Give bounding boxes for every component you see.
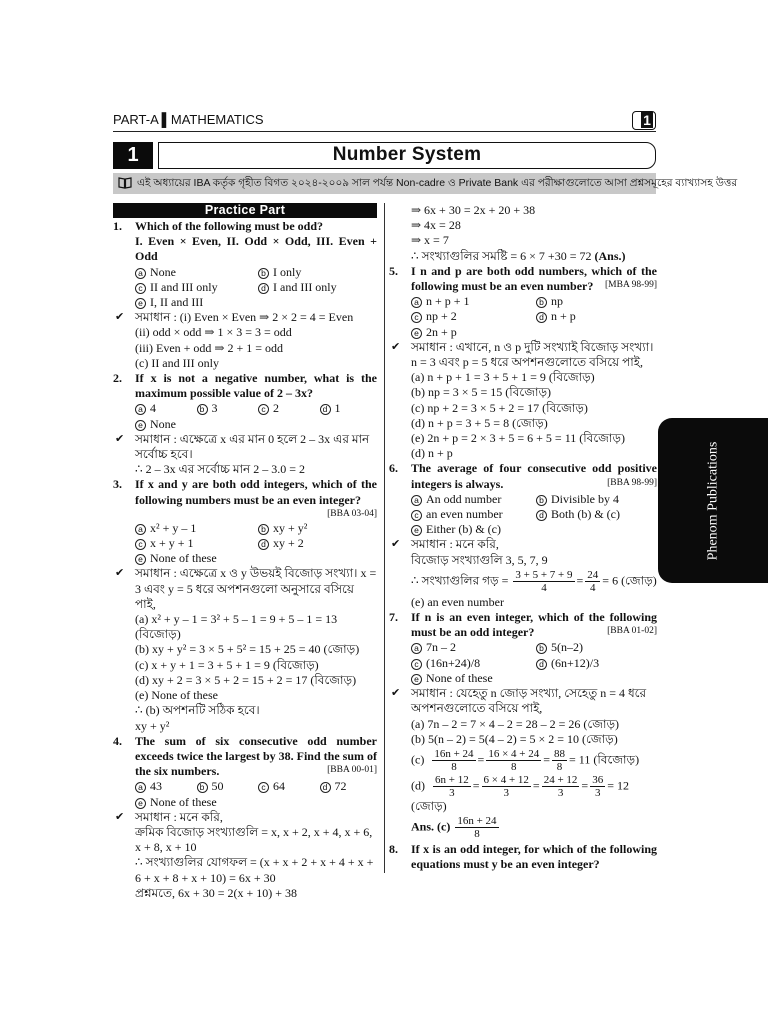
- option-b: [197, 401, 255, 416]
- option-text: 3: [211, 401, 218, 416]
- options: [389, 492, 657, 538]
- question-5: [389, 264, 657, 294]
- option-text: x² + y – 1: [150, 520, 197, 535]
- option-text: None of these: [426, 670, 493, 685]
- option-text: None: [150, 416, 176, 431]
- option-letter: e: [411, 525, 422, 536]
- solution-line: সমাধান : মনে করি,: [411, 537, 499, 552]
- solution: [113, 810, 377, 901]
- question-subtext: I. Even × Even, II. Odd × Odd, III. Even + Odd: [135, 234, 377, 264]
- option-letter: c: [135, 539, 146, 550]
- question-number: 3.: [113, 477, 122, 492]
- option-letter: d: [320, 404, 331, 415]
- question-text: If x is an odd integer, for which of the following equations must y be an even integer?: [411, 842, 657, 872]
- question-source: [BBA 98-99]: [607, 477, 657, 488]
- chapter-title: Number System: [158, 142, 656, 169]
- solution-line: সমাধান : এক্ষেত্রে x এর মান 0 হলে 2 – 3x এর মান সর্বোচ্চ হবে।: [135, 431, 370, 462]
- solution-line: ∴ সংখ্যাগুলির যোগফল = (x + x + 2 + x + 4 + x + 6 + x + 8 + x + 10) = 6x + 30: [135, 855, 374, 885]
- chapter-banner: [113, 173, 738, 194]
- answer-mark: (Ans.): [594, 248, 626, 263]
- question-1: [113, 219, 377, 265]
- option-b: [536, 640, 657, 655]
- option-text: 50: [211, 779, 224, 794]
- solution: [113, 432, 377, 478]
- solution-line: (a) n + p + 1 = 3 + 5 + 1 = 9 (বিজোড়): [411, 370, 595, 385]
- option-text: Divisible by 4: [551, 491, 619, 506]
- option-d: [536, 309, 657, 324]
- question-number: 8.: [389, 842, 398, 857]
- question-2: [113, 371, 377, 401]
- option-d: [320, 401, 378, 416]
- right-column: [389, 203, 657, 873]
- question-text: The sum of six consecutive odd number exceeds twice the largest by 38. Find the sum of the six numbers.: [135, 733, 377, 779]
- option-text: 64: [273, 779, 285, 794]
- solution: [389, 686, 657, 840]
- question-text: Which of the following must be odd?: [135, 219, 324, 233]
- option-letter: a: [411, 643, 422, 654]
- option-text: xy + 2: [273, 536, 304, 551]
- solution-line: বিজোড় সংখ্যাগুলি 3, 5, 7, 9: [411, 552, 548, 567]
- page-number-box: [632, 111, 656, 130]
- option-text: n + p + 1: [426, 294, 470, 309]
- question-number: 7.: [389, 610, 398, 625]
- option-letter: c: [411, 510, 422, 521]
- fraction: $\frac{3 + 5 + 7 + 9}{4}$: [515, 568, 573, 594]
- solution-line: (c) x + y + 1 = 3 + 5 + 1 = 9 (বিজোড়): [135, 657, 319, 672]
- option-text: 43: [150, 779, 162, 794]
- question-number: 1.: [113, 219, 122, 233]
- option-text: (16n+24)/8: [426, 655, 481, 670]
- option-a: [411, 294, 532, 309]
- option-letter: b: [536, 495, 547, 506]
- solution-line: ∴ 2 – 3x এর সর্বোচ্চ মান 2 – 3.0 = 2: [135, 462, 305, 477]
- option-letter: e: [135, 798, 146, 809]
- solution-line: xy + y²: [135, 718, 170, 733]
- solution-line: (c) np + 2 = 3 × 5 + 2 = 17 (বিজোড়): [411, 400, 588, 415]
- option-text: I only: [273, 264, 302, 279]
- question-number: 4.: [113, 733, 122, 748]
- question-number: 6.: [389, 461, 398, 476]
- option-text: 2n + p: [426, 324, 457, 339]
- option-letter: a: [135, 404, 146, 415]
- solution-line: (iii) Even + odd ⇒ 2 + 1 = odd: [135, 340, 284, 355]
- part-label: PART-A ▌MATHEMATICS: [113, 112, 264, 127]
- option-letter: b: [258, 268, 269, 279]
- option-letter: a: [135, 524, 146, 535]
- option-letter: c: [258, 404, 269, 415]
- option-text: 1: [334, 401, 341, 416]
- option-text: None of these: [150, 551, 217, 566]
- option-a: [411, 492, 532, 507]
- question-4: [113, 734, 377, 780]
- banner-text: এই অধ্যায়ের IBA কর্তৃক গৃহীত বিগত ২০২৪-২০০৯ সাল পর্যন্ত Non-cadre ও Private Bank এর পরীক্ষাগুলোতে আসা প্রশ্নসমূহের ব্যাখ্যাসহ উত্তর: [137, 177, 738, 189]
- option-letter: e: [411, 674, 422, 685]
- option-letter: c: [258, 782, 269, 793]
- option-text: an even number: [426, 507, 503, 522]
- option-c: [411, 656, 532, 671]
- book-icon: [118, 177, 132, 189]
- option-a: [135, 401, 193, 416]
- solution-line: (b) 5(n – 2) = 5(4 – 2) = 5 × 2 = 10 (জোড়): [411, 731, 618, 746]
- solution-line: (d) n + p: [411, 446, 453, 461]
- option-letter: e: [135, 554, 146, 565]
- option-letter: d: [536, 659, 547, 670]
- solution: [113, 310, 377, 371]
- option-letter: a: [135, 782, 146, 793]
- check-icon: ✔: [391, 538, 401, 551]
- option-text: An odd number: [426, 491, 502, 506]
- left-column: [113, 203, 377, 901]
- solution-line: (c) II and III only: [135, 355, 219, 370]
- option-letter: b: [197, 404, 208, 415]
- continued-solution: [389, 203, 657, 264]
- option-a: [135, 521, 254, 536]
- options: [389, 640, 657, 686]
- option-c: [411, 507, 532, 522]
- solution-line: (e) None of these: [135, 688, 218, 703]
- option-text: Both (b) & (c): [551, 507, 620, 522]
- equation-c: (c) $\frac{16n + 24}{8}$ = $\frac{16 \times 4 + 24}{8}$ = $\frac{88}{8}$ = 11 (বিজোড়): [411, 747, 640, 773]
- question-7: [389, 610, 657, 640]
- chapter-number: 1: [113, 142, 153, 169]
- page-number: 1: [641, 112, 653, 128]
- option-d: [320, 779, 378, 794]
- option-text: I and III only: [273, 279, 337, 294]
- average-equation: ∴ সংখ্যাগুলির গড় = $\frac{3 + 5 + 7 + 9}{4}$ = $\frac{24}{4}$ = 6 (জোড়): [411, 568, 657, 594]
- option-text: (6n+12)/3: [551, 655, 600, 670]
- option-text: np + 2: [426, 309, 457, 324]
- option-text: 2: [273, 401, 279, 416]
- option-d: [536, 656, 657, 671]
- option-letter: a: [135, 268, 146, 279]
- option-letter: d: [258, 539, 269, 550]
- option-text: xy + y²: [273, 520, 308, 535]
- solution: [113, 566, 377, 733]
- option-e: [135, 417, 377, 432]
- publisher-name: Phenom Publications: [705, 441, 721, 560]
- option-c: [258, 401, 316, 416]
- option-text: 7n – 2: [426, 640, 456, 655]
- section-title: Practice Part: [113, 203, 377, 218]
- option-letter: e: [135, 420, 146, 431]
- solution-line: সমাধান : যেহেতু n জোড় সংখ্যা, সেহেতু n = 4 ধরে অপশনগুলোতে বসিয়ে পাই,: [411, 686, 647, 716]
- solution-line: ∴ (b) অপশনটি সঠিক হবে।: [135, 703, 260, 718]
- solution-line: ∴ সংখ্যাগুলির সমষ্টি = 6 × 7 +30 = 72 (Ans.): [411, 248, 626, 263]
- solution-line: সমাধান : (i) Even × Even ⇒ 2 × 2 = 4 = Even: [135, 310, 354, 325]
- check-icon: ✔: [391, 687, 401, 700]
- option-d: [258, 280, 377, 295]
- question-text: I n and p are both odd numbers, which of the following must be an even number?: [411, 263, 657, 294]
- solution-line: (e) 2n + p = 2 × 3 + 5 = 6 + 5 = 11 (বিজোড়): [411, 431, 625, 446]
- option-b: [536, 294, 657, 309]
- option-text: Either (b) & (c): [426, 522, 501, 537]
- question-text: The average of four consecutive odd positive integers is always.: [411, 461, 657, 491]
- option-e: [411, 671, 657, 686]
- option-text: None of these: [150, 794, 217, 809]
- option-letter: c: [135, 283, 146, 294]
- question-number: 2.: [113, 371, 122, 386]
- question-number: 5.: [389, 263, 398, 278]
- check-icon: ✔: [115, 810, 125, 823]
- option-d: [258, 536, 377, 551]
- option-e: [411, 522, 657, 537]
- solution: [389, 537, 657, 610]
- solution-line: ক্রমিক বিজোড় সংখ্যাগুলি = x, x + 2, x + 4, x + 6, x + 8, x + 10: [135, 824, 373, 855]
- option-b: [197, 779, 255, 794]
- option-text: None: [150, 264, 176, 279]
- option-letter: a: [411, 297, 422, 308]
- solution: [389, 340, 657, 462]
- question-3: [113, 477, 377, 520]
- question-source: [BBA 01-02]: [607, 626, 657, 637]
- options: [389, 294, 657, 340]
- solution-line: সমাধান : এক্ষেত্রে x ও y উভয়ই বিজোড় সংখ্যা। x = 3 এবং y = 5 ধরে অপশনগুলো অনুসারে বসিয়ে পাই,: [135, 566, 377, 611]
- question-8: [389, 842, 657, 872]
- option-c: [135, 536, 254, 551]
- check-icon: ✔: [115, 432, 125, 445]
- options: [113, 779, 377, 809]
- option-e: [135, 551, 377, 566]
- option-text: n + p: [551, 309, 576, 324]
- option-letter: a: [411, 495, 422, 506]
- option-b: [258, 521, 377, 536]
- running-header: [113, 110, 656, 132]
- option-letter: d: [258, 283, 269, 294]
- solution-line: (a) 7n – 2 = 7 × 4 – 2 = 28 – 2 = 26 (জোড়): [411, 716, 620, 731]
- fraction: $\frac{24}{4}$: [587, 568, 599, 594]
- solution-line: প্রশ্নমতে, 6x + 30 = 2(x + 10) + 38: [135, 885, 298, 900]
- option-text: np: [551, 294, 563, 309]
- option-c: [258, 779, 316, 794]
- question-text: If n is an even integer, which of the following must be an odd integer?: [411, 610, 657, 640]
- question-text: If x and y are both odd integers, which of the following numbers must be an even integer?: [135, 477, 377, 507]
- solution-line: ⇒ 6x + 30 = 2x + 20 + 38: [411, 203, 536, 217]
- question-6: [389, 461, 657, 491]
- solution-line: (b) np = 3 × 5 = 15 (বিজোড়): [411, 385, 552, 400]
- options: [113, 401, 377, 431]
- answer-line: Ans. (c) $\frac{16n + 24}{8}$: [411, 815, 497, 841]
- option-b: [536, 492, 657, 507]
- option-e: [135, 795, 377, 810]
- option-text: I, II and III: [150, 295, 204, 310]
- question-source: [MBA 98-99]: [605, 280, 657, 291]
- option-letter: e: [135, 298, 146, 309]
- option-e: [411, 325, 657, 340]
- option-letter: b: [536, 297, 547, 308]
- option-c: [411, 309, 532, 324]
- equation-d: (d) $\frac{6n + 12}{3}$ = $\frac{6 \times 4 + 12}{3}$ = $\frac{24 + 12}{3}$ = $\frac{36}{3}$ = 12 (জোড়): [411, 773, 629, 813]
- option-letter: b: [197, 782, 208, 793]
- option-letter: c: [411, 659, 422, 670]
- check-icon: ✔: [115, 567, 125, 580]
- question-text: If x is not a negative number, what is the maximum possible value of 2 – 3x?: [135, 371, 377, 401]
- solution-line: (a) x² + y – 1 = 3² + 5 – 1 = 9 + 5 – 1 = 13 (বিজোড়): [135, 612, 338, 642]
- solution-line: (ii) odd × odd ⇒ 1 × 3 = 3 = odd: [135, 325, 292, 340]
- solution-line: সমাধান : মনে করি,: [135, 809, 223, 824]
- solution-line: (b) xy + y² = 3 × 5 + 5² = 15 + 25 = 40 (জোড়): [135, 642, 360, 657]
- option-text: 4: [150, 401, 156, 416]
- check-icon: ✔: [391, 340, 401, 353]
- option-letter: d: [536, 312, 547, 323]
- check-icon: ✔: [115, 311, 125, 324]
- option-e: [135, 295, 377, 310]
- option-text: x + y + 1: [150, 536, 194, 551]
- option-b: [258, 265, 377, 280]
- option-c: [135, 280, 254, 295]
- column-divider: [384, 203, 385, 873]
- option-letter: b: [258, 524, 269, 535]
- options: [113, 265, 377, 311]
- option-letter: d: [320, 782, 331, 793]
- publisher-tab: [658, 418, 768, 583]
- question-source: [BBA 03-04]: [327, 508, 377, 519]
- option-text: 72: [334, 779, 347, 794]
- option-letter: b: [536, 643, 547, 654]
- solution-line: (d) n + p = 3 + 5 = 8 (জোড়): [411, 415, 548, 430]
- solution-line: (d) xy + 2 = 3 × 5 + 2 = 15 + 2 = 17 (বিজোড়): [135, 672, 357, 687]
- solution-line: ⇒ 4x = 28: [411, 218, 461, 233]
- option-letter: e: [411, 328, 422, 339]
- options: [113, 521, 377, 567]
- option-letter: d: [536, 510, 547, 521]
- option-a: [135, 779, 193, 794]
- option-a: [135, 265, 254, 280]
- question-source: [BBA 00-01]: [327, 765, 377, 776]
- option-a: [411, 640, 532, 655]
- option-d: [536, 507, 657, 522]
- option-letter: c: [411, 312, 422, 323]
- answer-line: (e) an even number: [411, 594, 504, 609]
- solution-line: সমাধান : এখানে, n ও p দুটি সংখ্যাই বিজোড় সংখ্যা। n = 3 এবং p = 5 ধরে অপশনগুলোতে বসিয়ে পাই,: [411, 339, 654, 370]
- option-text: II and III only: [150, 279, 218, 294]
- solution-line: ⇒ x = 7: [411, 233, 449, 248]
- option-text: 5(n–2): [551, 640, 583, 655]
